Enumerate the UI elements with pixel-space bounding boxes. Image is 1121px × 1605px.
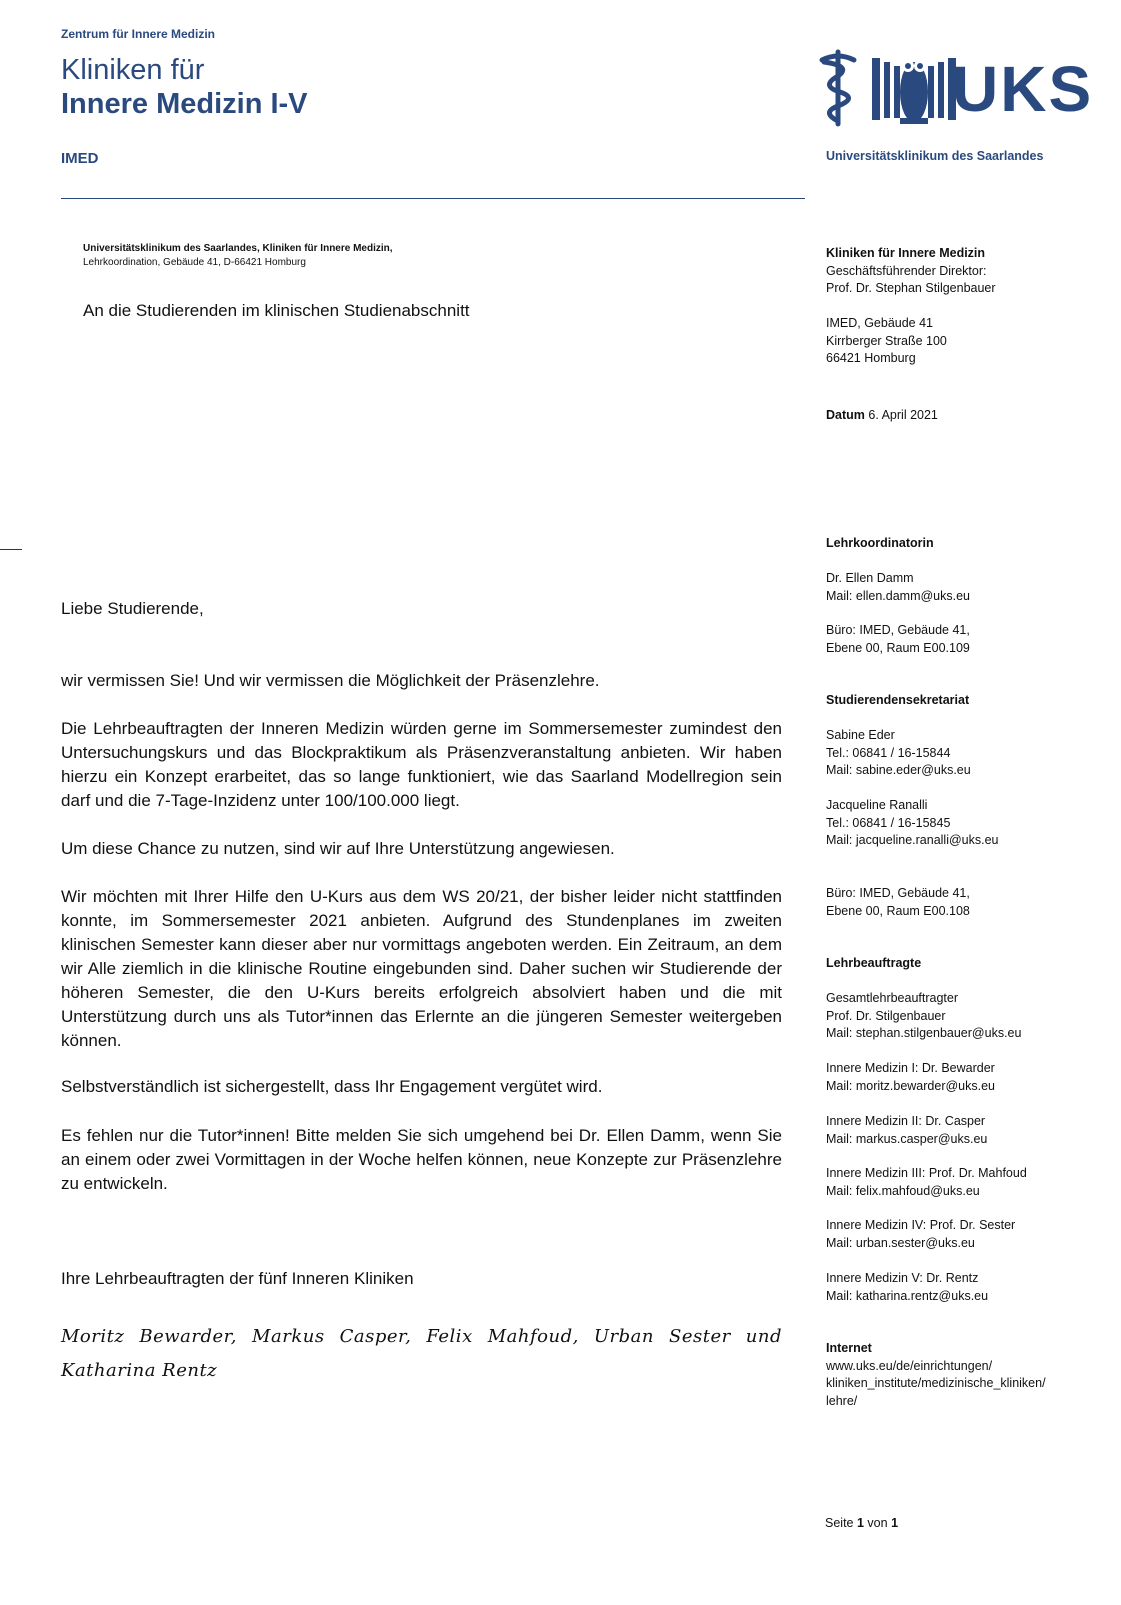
sekretariat-heading: Studierendensekretariat xyxy=(826,693,970,707)
page-title-line1: Kliniken für xyxy=(61,54,205,86)
lb1-role: Innere Medizin I: Dr. Bewarder xyxy=(826,1061,995,1075)
sidebar-address-3: 66421 Homburg xyxy=(826,351,916,365)
lb1-mail[interactable]: Mail: moritz.bewarder@uks.eu xyxy=(826,1078,995,1093)
sidebar-date xyxy=(826,407,938,425)
logo-text: UKS xyxy=(952,53,1094,125)
lehrkoordinatorin-heading: Lehrkoordinatorin xyxy=(826,536,934,550)
salutation: Liebe Studierende, xyxy=(61,599,204,618)
sidebar-internet xyxy=(826,1340,1046,1410)
paragraph-3: Um diese Chance zu nutzen, sind wir auf Ihre Unterstützung angewiesen. xyxy=(61,839,615,858)
lb2-role: Innere Medizin II: Dr. Casper xyxy=(826,1114,986,1128)
paragraph-2: Die Lehrbeauftragten der Inneren Medizin würden gerne im Sommersemester zumindest den Untersuchungskurs und das Blockpraktikum als Präsenzveranstaltung anbieten. Wir haben hierzu ein Konzept erarbeitet, das so lange funktioniert, wie das Saarland Modellregion sein darf und die 7-Tage-Inzidenz unter 100/100.000 liegt. xyxy=(61,719,782,810)
sidebar-date-value: 6. April 2021 xyxy=(868,408,938,422)
sek-buero-2: Ebene 00, Raum E00.108 xyxy=(826,903,970,918)
sender-line-1: Universitätsklinikum des Saarlandes, Kliniken für Innere Medizin, xyxy=(83,243,393,254)
lk-name: Dr. Ellen Damm xyxy=(826,571,914,585)
page-prefix: Seite xyxy=(825,1516,854,1530)
sidebar-date-label: Datum xyxy=(826,408,865,422)
lb3-role: Innere Medizin III: Prof. Dr. Mahfoud xyxy=(826,1166,1027,1180)
signature: Moritz Bewarder, Markus Casper, Felix Mahfoud, Urban Sester und Katharina Rentz xyxy=(61,1326,782,1381)
closing: Ihre Lehrbeauftragten der fünf Inneren Kliniken xyxy=(61,1269,414,1288)
header-divider xyxy=(61,198,805,199)
lb4-mail[interactable]: Mail: urban.sester@uks.eu xyxy=(826,1235,975,1250)
lb2-mail[interactable]: Mail: markus.casper@uks.eu xyxy=(826,1131,988,1146)
lk-buero-1: Büro: IMED, Gebäude 41, xyxy=(826,623,970,637)
fold-mark xyxy=(0,549,22,550)
recipient: An die Studierenden im klinischen Studienabschnitt xyxy=(83,301,470,320)
internet-url-1[interactable]: www.uks.eu/de/einrichtungen/ xyxy=(826,1358,993,1373)
sidebar-kliniken-title: Kliniken für Innere Medizin xyxy=(826,246,986,260)
sidebar-sek-office xyxy=(826,885,970,920)
lk-mail[interactable]: Mail: ellen.damm@uks.eu xyxy=(826,588,970,603)
sidebar-sek2 xyxy=(826,797,999,850)
sidebar-kliniken-block xyxy=(826,245,996,298)
internet-url-2[interactable]: kliniken_institute/medizinische_kliniken/ xyxy=(826,1376,1046,1390)
page-total: 1 xyxy=(891,1516,899,1530)
page-title-line2: Innere Medizin I-V xyxy=(61,88,308,120)
internet-url-3[interactable]: lehre/ xyxy=(826,1393,858,1408)
paragraph-4: Wir möchten mit Ihrer Hilfe den U-Kurs aus dem WS 20/21, der bisher leider nicht stattfinden konnte, im Sommersemester 2021 anbieten. Aufgrund des Stundenplanes im zweiten klinischen Semester kann dieser aber nur vormittags angeboten werden. Ein Zeitraum, an dem wir Alle ziemlich in die klinische Routine eingebunden sind. Daher suchen wir Studierende der höheren Semester, die den U-Kurs bereits erfolgreich absolviert haben und die mit Unterstützung durch uns als Tutor*innen das Erlernte an die jüngeren Semester weitergeben können. xyxy=(61,887,782,1050)
sidebar-lk-contact xyxy=(826,570,970,605)
sidebar-address-2: Kirrberger Straße 100 xyxy=(826,333,947,348)
sidebar-lk-office xyxy=(826,622,970,657)
sidebar-sek1 xyxy=(826,727,971,780)
sidebar-sekretariat-title xyxy=(826,692,969,710)
page-mid: von xyxy=(867,1516,888,1530)
lb5-role: Innere Medizin V: Dr. Rentz xyxy=(826,1271,979,1285)
sidebar-lehrkoordinatorin-title xyxy=(826,535,934,553)
university-name: Universitätsklinikum des Saarlandes xyxy=(826,149,1044,163)
lb4-role: Innere Medizin IV: Prof. Dr. Sester xyxy=(826,1218,1016,1232)
sidebar-director-label: Geschäftsführender Direktor: xyxy=(826,263,987,278)
sidebar-address-block xyxy=(826,315,947,368)
sek1-mail[interactable]: Mail: sabine.eder@uks.eu xyxy=(826,763,971,777)
sidebar-lb3 xyxy=(826,1165,1027,1200)
sidebar-lb5 xyxy=(826,1270,988,1305)
page-number xyxy=(825,1516,898,1530)
department-label: IMED xyxy=(61,150,99,167)
lb3-mail[interactable]: Mail: felix.mahfoud@uks.eu xyxy=(826,1183,980,1198)
sidebar-lb0 xyxy=(826,990,1021,1043)
sek2-name: Jacqueline Ranalli xyxy=(826,798,928,812)
paragraph-1: wir vermissen Sie! Und wir vermissen die Möglichkeit der Präsenzlehre. xyxy=(61,671,600,690)
lehrbeauftragte-heading: Lehrbeauftragte xyxy=(826,956,922,970)
sender-line-2: Lehrkoordination, Gebäude 41, D-66421 Homburg xyxy=(83,257,306,268)
sidebar-address-1: IMED, Gebäude 41 xyxy=(826,316,934,330)
paragraph-6: Es fehlen nur die Tutor*innen! Bitte melden Sie sich umgehend bei Dr. Ellen Damm, wenn Sie an einem oder zwei Vormittagen in der Woche helfen können, neue Konzepte zur Präsenzlehre zu entwickeln. xyxy=(61,1126,782,1193)
paragraph-5: Selbstverständlich ist sichergestellt, dass Ihr Engagement vergütet wird. xyxy=(61,1077,603,1096)
sek2-tel: Tel.: 06841 / 16-15845 xyxy=(826,815,951,830)
lb0-mail[interactable]: Mail: stephan.stilgenbauer@uks.eu xyxy=(826,1026,1022,1040)
lb0-role: Gesamtlehrbeauftragter xyxy=(826,991,959,1005)
internet-heading: Internet xyxy=(826,1341,872,1355)
page-current: 1 xyxy=(856,1516,864,1530)
sidebar-lb2 xyxy=(826,1113,987,1148)
lb5-mail[interactable]: Mail: katharina.rentz@uks.eu xyxy=(826,1288,989,1303)
zentrum-label: Zentrum für Innere Medizin xyxy=(61,27,216,41)
lk-buero-2: Ebene 00, Raum E00.109 xyxy=(826,640,970,655)
sidebar-lehrbeauftragte-title xyxy=(826,955,921,973)
sek2-mail[interactable]: Mail: jacqueline.ranalli@uks.eu xyxy=(826,833,999,847)
sidebar-lb4 xyxy=(826,1217,1015,1252)
sek1-name: Sabine Eder xyxy=(826,728,895,742)
sek1-tel: Tel.: 06841 / 16-15844 xyxy=(826,745,951,760)
sidebar-director-name: Prof. Dr. Stephan Stilgenbauer xyxy=(826,281,996,295)
sek-buero-1: Büro: IMED, Gebäude 41, xyxy=(826,886,970,900)
sidebar-lb1 xyxy=(826,1060,995,1095)
lb0-name: Prof. Dr. Stilgenbauer xyxy=(826,1008,946,1023)
